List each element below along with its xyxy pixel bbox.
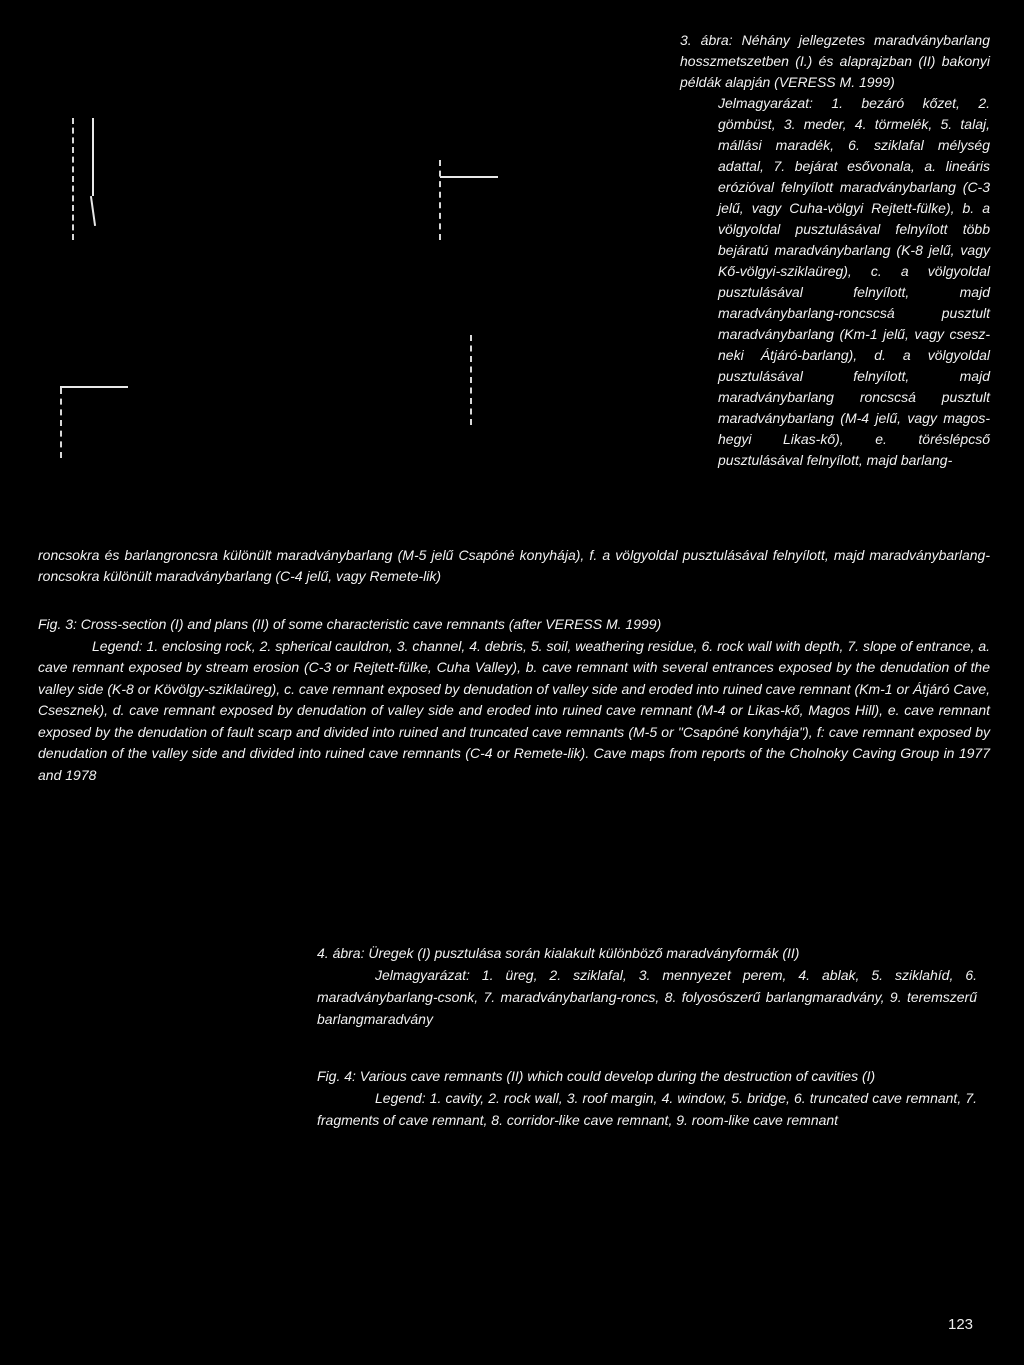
drawing-dashed-line [439,160,441,240]
drawing-dashed-line [60,388,62,458]
figure3-legend-hu: Jelmagyarázat: 1. bezáró kőzet, 2. gömbüst, 3. meder, 4. törmelék, 5. talaj, mállási maradék, 6. sziklafal mélység adattal, 7. bejárat esővonala, a. lineáris erózióval felnyílott maradványbarlang (C-3 jelű, vagy Cuha-völgyi Rejtett-fülke), b. a völgyoldal pusztulásával felnyílott több bejáratú maradványbarlang (K-8 jelű, vagy Kő-völgyi-sziklaüreg), c. a völgyoldal pusztulásával felnyílott, majd maradványbarlang-roncscsá pusztult maradványbarlang (Km-1 jelű, vagy csesz-neki Átjáró-barlang), d. a völgyoldal pusztulásával felnyílott, majd maradványbarlang roncscsá pusztult maradványbarlang (M-4 jelű, vagy magos-hegyi Likas-kő), e. töréslépcső pusztulásával felnyílott, majd barlang- [718,95,990,468]
figure3-caption-hu-block [680,30,990,471]
figure3-legend-hu-continuation: roncsokra és barlangroncsra különült maradványbarlang (M-5 jelű Csapóné konyhája), f. a völgyoldal pusztulásával felnyílott, majd maradványbarlang- roncsokra különült maradványbarlang (C-4 jelű, vagy Remete-lik) [38,547,990,584]
figure3-caption-en: Fig. 3: Cross-section (I) and plans (II) of some characteristic cave remnants (after VERESS M. 1999) [38,616,662,632]
figure3-caption-hu: 3. ábra: Néhány jellegzetes maradványbarlang hosszmetszetben (I.) és alaprajzban (II) bakonyi példák alapján (VERESS M. 1999) [680,32,990,90]
figure4-caption-en: Fig. 4: Various cave remnants (II) which could develop during the destruction of cavities (I) [317,1068,876,1084]
drawing-line [60,386,128,388]
figure4-caption-hu: 4. ábra: Üregek (I) pusztulása során kialakult különböző maradványformák (II) [317,945,800,961]
drawing-line [90,196,96,226]
drawing-line [92,118,94,196]
figure4-legend-en: Legend: 1. cavity, 2. rock wall, 3. roof margin, 4. window, 5. bridge, 6. truncated cave remnant, 7. fragments of cave remnant, 8. corridor-like cave remnant, 9. room-like cave remnant [317,1090,977,1128]
figure3-legend-en: Legend: 1. enclosing rock, 2. spherical cauldron, 3. channel, 4. debris, 5. soil, weathering residue, 6. rock wall with depth, 7. slope of entrance, a. cave remnant exposed by stream erosion (C-3 or Rejtett-fülke, Cuha Valley), b. cave remnant with several entrances exposed by the denudation of the valley side (K-8 or Kövölgy-sziklaüreg), c. cave remnant exposed by denudation of valley side and eroded into ruined cave remnant (Km-1 or Átjáró Cave, Csesznek), d. cave remnant exposed by denudation of valley side and eroded into ruined cave remnant (M-4 or Likas-kő, Magos Hill), e. cave remnant exposed by the denudation of fault scarp and divided into ruined and truncated cave remnants (M-5 or "Csapóné konyhája"), f: cave remnant exposed by denudation of the valley side and divided into ruined cave remnants (C-4 or Remete-lik). Cave maps from reports of the Cholnoky Caving Group in 1977 and 1978 [38,637,990,783]
drawing-line [440,176,498,178]
figure4-legend-hu: Jelmagyarázat: 1. üreg, 2. sziklafal, 3. mennyezet perem, 4. ablak, 5. sziklahíd, 6. maradványbarlang-csonk, 7. maradványbarlang-roncs, 8. folyosószerű barlangmaradvány, 9. teremszerű barlangmaradvány [317,967,977,1027]
drawing-dashed-line [72,118,74,240]
drawing-dashed-line [470,335,472,425]
figure4-caption-en-block [317,1065,977,1131]
figure3-caption-en-block [38,614,990,786]
page-number: 123 [948,1316,974,1333]
figure4-caption-hu-block [317,942,977,1030]
